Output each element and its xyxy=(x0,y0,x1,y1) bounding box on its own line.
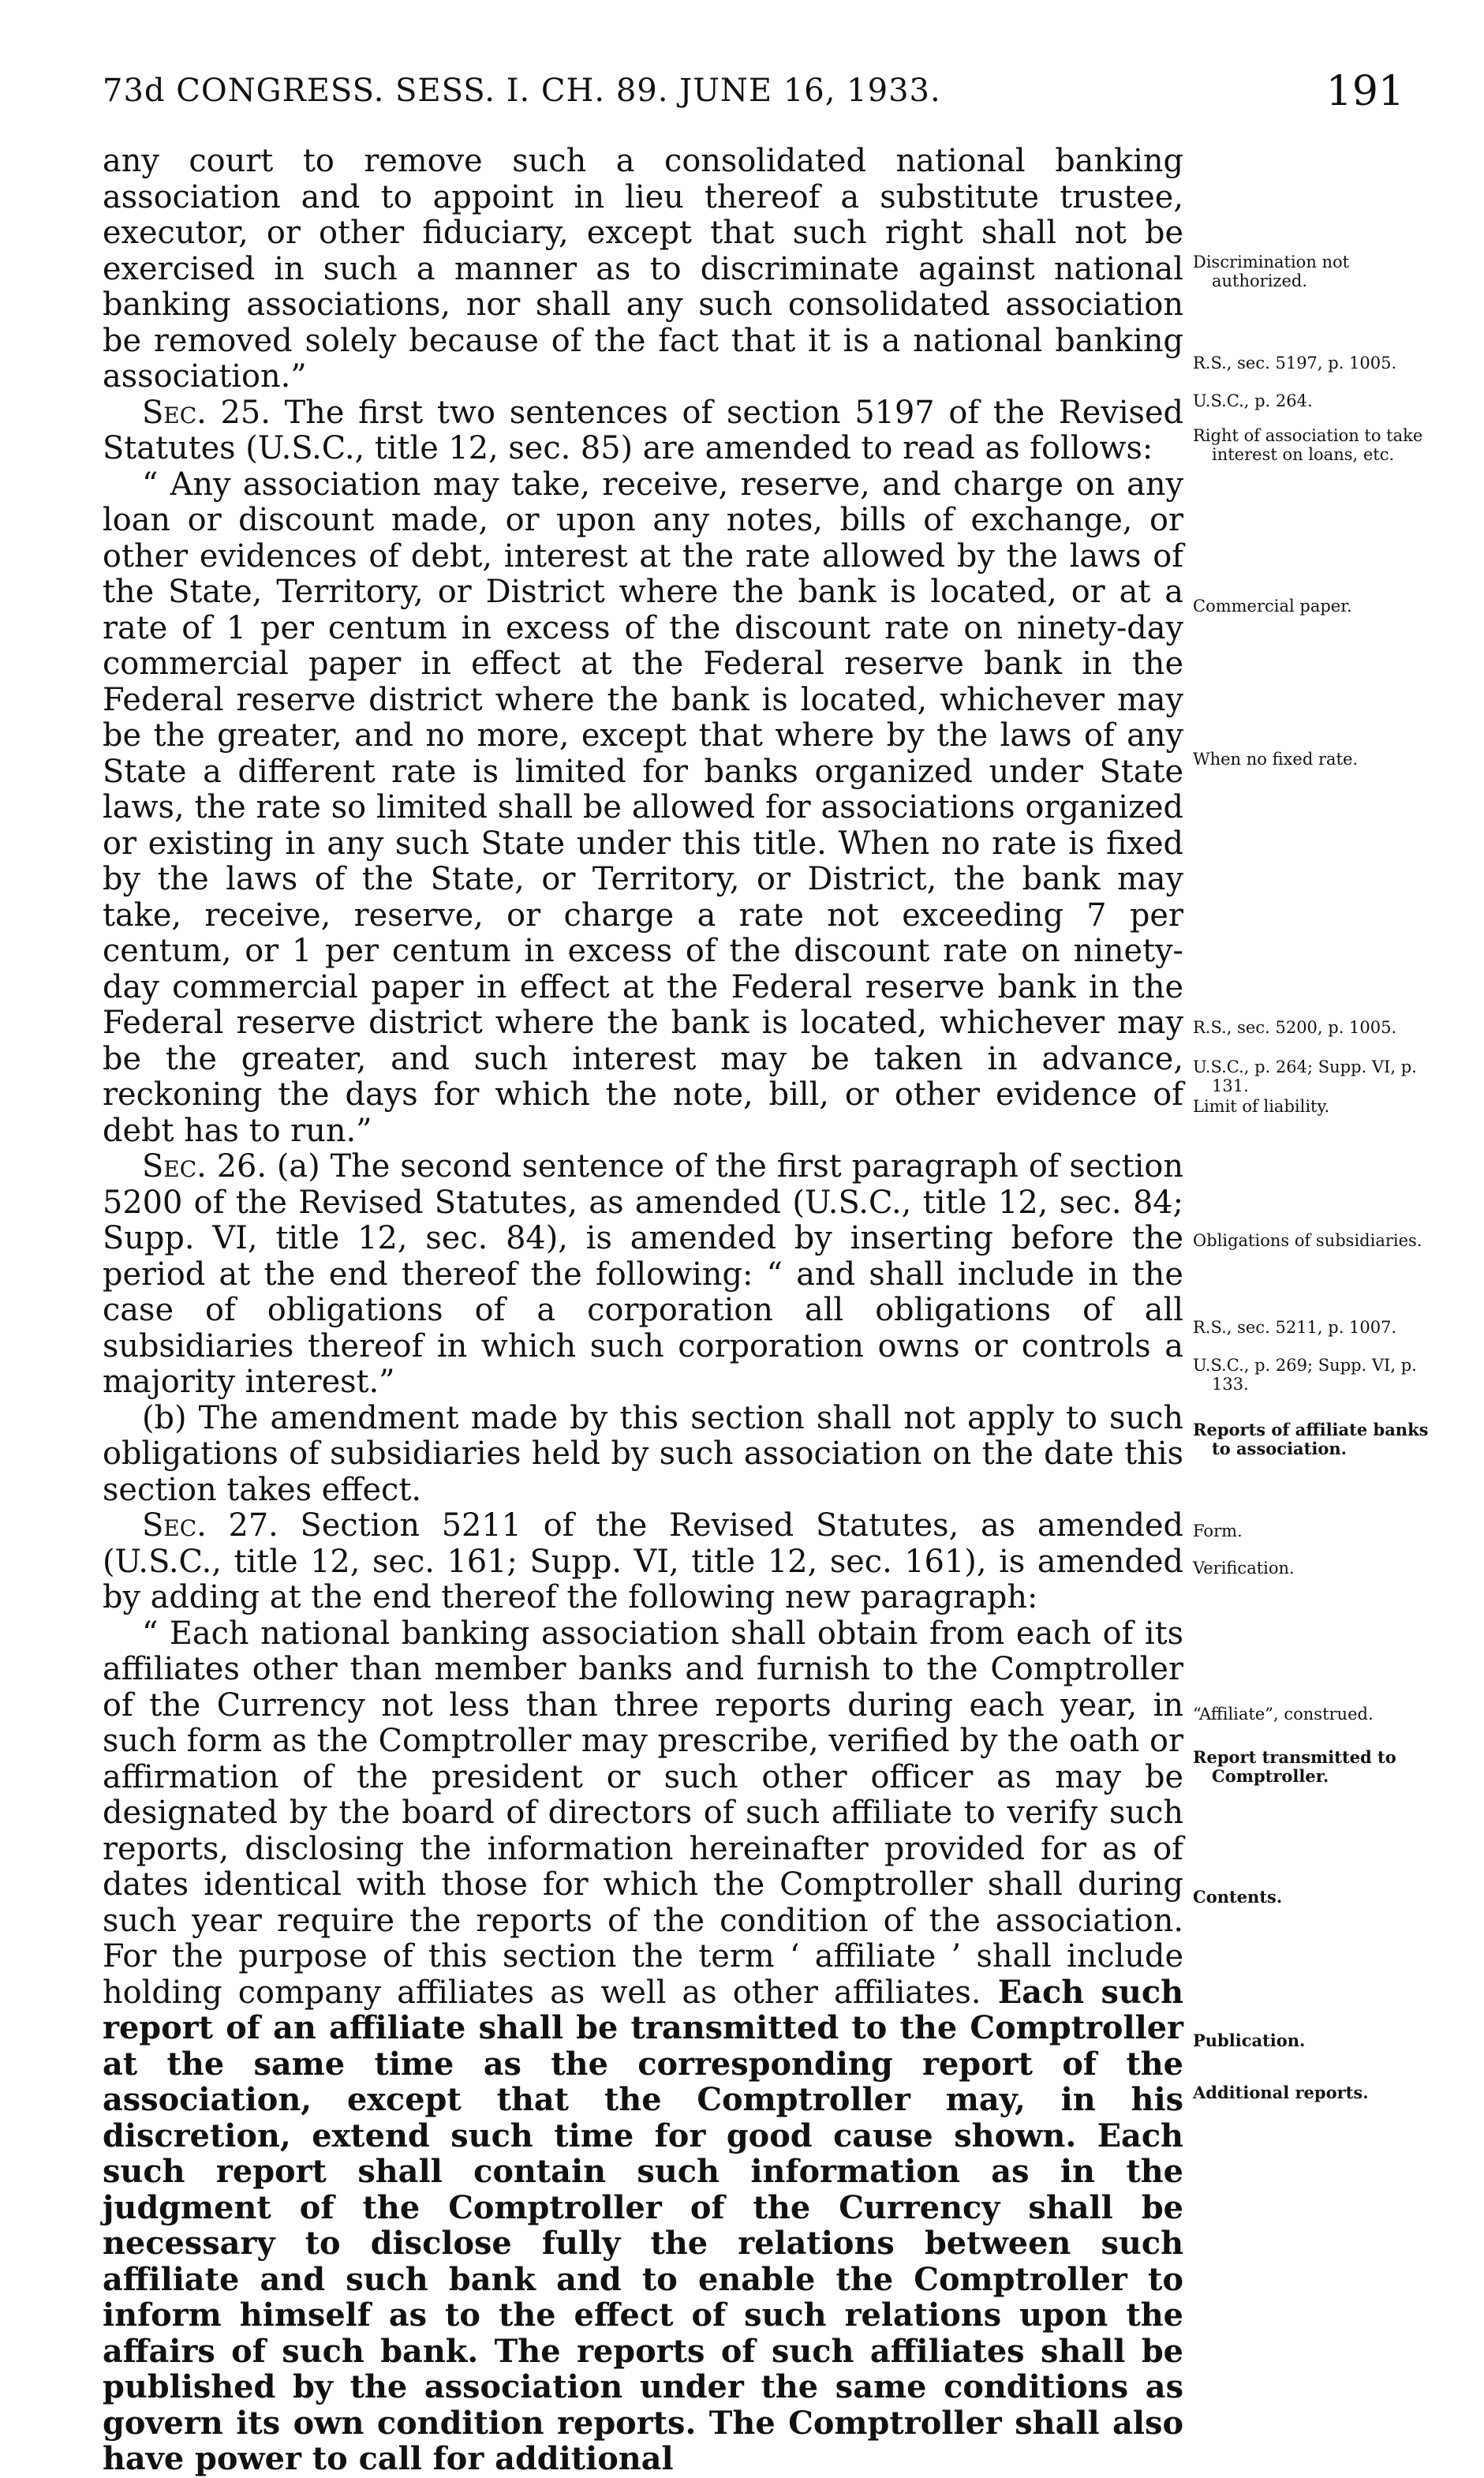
note-usc-264-supp: U.S.C., p. 264; Supp. VI, p. 131. xyxy=(1193,1057,1417,1095)
note-usc-264: U.S.C., p. 264. xyxy=(1193,391,1313,410)
note-form: Form. xyxy=(1193,1522,1243,1540)
note-verification: Verification. xyxy=(1193,1559,1295,1578)
section-27-quote-a: “ Each national banking association shall obtain from each of its affiliates other than member banks and furnish to the Comptroller of the Currency not less than three reports during each year, in such form as the Comptroller may prescribe, verified by the oath or affirmation of the president or such other officer as may be designated by the board of directors of such affiliate to verify such reports, disclosing the information hereinafter provided for as of dates identical with those for which the Comptroller shall during such year require the reports of the condition of the association. For the purpose of this section the term ‘ affiliate ’ shall include holding company affiliates as well as other affiliates. xyxy=(103,1615,1183,2011)
section-26-text: (a) The second sentence of the first paragraph of section 5200 of the Revised Statutes, as amended (U.S.C., title 12, sec. 84; Supp. VI, title 12, sec. 84), is amended by inserting before the period at the end thereof the following: “ and shall include in the case of obligations of a corporation all obligations of all subsidiaries thereof in which such corporation owns or controls a majority interest.” xyxy=(103,1148,1183,1400)
running-title: 73d CONGRESS. SESS. I. CH. 89. JUNE 16, 1933. xyxy=(103,73,941,109)
note-no-fixed-rate: When no fixed rate. xyxy=(1193,750,1359,769)
note-additional-reports: Additional reports. xyxy=(1193,2083,1369,2102)
note-limit-liability: Limit of liability. xyxy=(1193,1097,1330,1116)
section-26 xyxy=(103,1149,1183,1401)
note-contents: Contents. xyxy=(1193,1887,1283,1907)
note-report-transmitted: Report transmitted to Comptroller. xyxy=(1193,1747,1396,1786)
section-27 xyxy=(103,1508,1183,1616)
section-27-text: Section 5211 of the Revised Statutes, as amended (U.S.C., title 12, sec. 161; Supp. VI, title 12, sec. 161), is amended by adding at the end thereof the following new paragraph: xyxy=(103,1507,1183,1615)
note-subsidiaries: Obligations of subsidiaries. xyxy=(1193,1231,1422,1250)
section-25-quote: “ Any association may take, receive, reserve, and charge on any loan or discount made, or upon any notes, bills of exchange, or other evidences of debt, interest at the rate allowed by the laws of the State, Territory, or District where the bank is located, or at a rate of 1 per centum in excess of the discount rate on ninety-day commercial paper in effect at the Federal reserve bank in the Federal reserve district where the bank is located, whichever may be the greater, and no more, except that where by the laws of any State a different rate is limited for banks organized under State laws, the rate so limited shall be allowed for associations organized or existing in any such State under this title. When no rate is fixed by the laws of the State, or Territory, or District, the bank may take, receive, reserve, or charge a rate not exceeding 7 per centum, or 1 per centum in excess of the discount rate on ninety-day commercial paper in effect at the Federal reserve bank in the Federal reserve district where the bank is located, whichever may be the greater, and such interest may be taken in advance, reckoning the days for which the note, bill, or other evidence of debt has to run.” xyxy=(103,466,1183,1149)
note-usc-269-supp: U.S.C., p. 269; Supp. VI, p. 133. xyxy=(1193,1356,1417,1394)
section-27-quote-b: Each such report of an affiliate shall be transmitted to the Comptroller at the same time as the corresponding report of the association, except that the Comptroller may, in his discretion, extend such time for good cause shown. Each such report shall contain such information as in the judgment of the Comptroller of the Currency shall be necessary to disclose fully the relations between such affiliate and such bank and to enable the Comptroller to inform himself as to the effect of such relations upon the affairs of such bank. The reports of such affiliates shall be published by the association under the same conditions as govern its own condition reports. The Comptroller shall also have power to call for additional xyxy=(103,1974,1183,2477)
note-publication: Publication. xyxy=(1193,2031,1306,2050)
note-right-of-association: Right of association to take interest on loans, etc. xyxy=(1193,426,1423,464)
note-commercial-paper: Commercial paper. xyxy=(1193,597,1352,616)
section-25-text: The first two sentences of section 5197 of the Revised Statutes (U.S.C., title 12, sec. 85) are amended to read as follows: xyxy=(103,394,1183,466)
section-26-b: (b) The amendment made by this section shall not apply to such obligations of subsidiaries held by such association on the date this section takes effect. xyxy=(103,1399,1183,1508)
note-discrimination: Discrimination not authorized. xyxy=(1193,253,1350,290)
note-rs-5197: R.S., sec. 5197, p. 1005. xyxy=(1193,354,1397,372)
section-25-label: Sec. 25. xyxy=(142,394,271,431)
running-head xyxy=(103,68,1404,115)
body-text xyxy=(103,144,1183,2478)
section-27-quote xyxy=(103,1616,1183,2478)
section-25 xyxy=(103,395,1183,467)
page-number: 191 xyxy=(1325,68,1404,115)
paragraph-continuation: any court to remove such a consolidated national banking association and to appoint in lieu thereof a substitute trustee, executor, or other fiduciary, except that such right shall not be exercised in such a manner as to discriminate against national banking associations, nor shall any such consolidated association be removed solely because of the fact that it is a national banking association.” xyxy=(103,143,1183,395)
note-affiliate-construed: “Affiliate”, construed. xyxy=(1193,1705,1374,1724)
note-rs-5200: R.S., sec. 5200, p. 1005. xyxy=(1193,1018,1397,1037)
section-27-label: Sec. 27. xyxy=(142,1507,278,1544)
note-reports-affiliate: Reports of affiliate banks to association. xyxy=(1193,1420,1429,1458)
note-rs-5211: R.S., sec. 5211, p. 1007. xyxy=(1193,1318,1397,1337)
section-26-label: Sec. 26. xyxy=(142,1148,267,1185)
